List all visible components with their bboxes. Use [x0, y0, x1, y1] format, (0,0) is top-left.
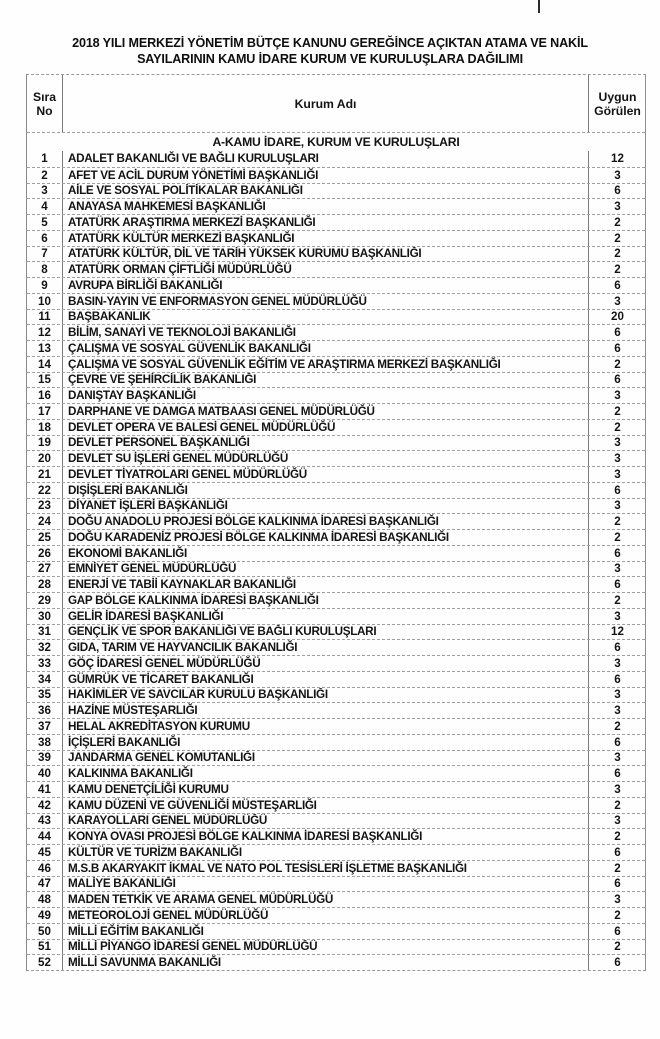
approved-count-cell: 6: [614, 578, 621, 592]
row-number-cell: 7: [27, 247, 63, 262]
approved-count-cell: 2: [614, 247, 621, 261]
approved-count-cell: 6: [614, 641, 621, 655]
approved-count-cell: 2: [614, 231, 621, 245]
institution-name-cell: ATATÜRK ORMAN ÇİFTLİĞİ MÜDÜRLÜĞÜ: [63, 262, 589, 277]
approved-count-cell: 6: [614, 373, 621, 387]
row-number-cell: 25: [27, 530, 63, 545]
row-number-cell: 8: [27, 262, 63, 277]
approved-count-cell: 12: [611, 625, 624, 639]
approved-count-cell: 3: [614, 688, 621, 702]
row-number-cell: 49: [27, 908, 63, 923]
table-row: [27, 592, 645, 608]
approved-count-cell: 2: [614, 593, 621, 607]
institution-name-cell: M.S.B AKARYAKIT İKMAL VE NATO POL TESİSLERİ İŞLETME BAŞKANLIĞI: [63, 861, 589, 876]
table-row: [27, 277, 645, 293]
row-number-cell: 37: [27, 719, 63, 734]
table-row: [27, 828, 645, 844]
row-number-cell: 34: [27, 672, 63, 687]
institution-name-cell: KAMU DENETÇİLİĞİ KURUMU: [63, 782, 589, 797]
institution-name-cell: ÇALIŞMA VE SOSYAL GÜVENLİK BAKANLIĞI: [63, 341, 589, 356]
table-row: [27, 261, 645, 277]
institution-name-cell: DEVLET TİYATROLARI GENEL MÜDÜRLÜĞÜ: [63, 467, 589, 482]
approved-count-cell: 6: [614, 341, 621, 355]
row-number-cell: 16: [27, 388, 63, 403]
institution-name-cell: MADEN TETKİK VE ARAMA GENEL MÜDÜRLÜĞÜ: [63, 892, 589, 907]
table-row: [27, 183, 645, 199]
row-number-cell: 43: [27, 814, 63, 829]
table-row: [27, 419, 645, 435]
table-row: [27, 230, 645, 246]
table-row: [27, 860, 645, 876]
approved-count-cell: 3: [614, 751, 621, 765]
table-row: [27, 702, 645, 718]
table-row: [27, 214, 645, 230]
row-number-cell: 24: [27, 514, 63, 529]
approved-count-cell: 2: [614, 357, 621, 371]
table-row: [27, 387, 645, 403]
approved-count-cell: 3: [614, 893, 621, 907]
table-row: [27, 561, 645, 577]
institution-name-cell: EKONOMİ BAKANLIĞI: [63, 546, 589, 561]
institution-name-cell: ENERJİ VE TABİİ KAYNAKLAR BAKANLIĞI: [63, 577, 589, 592]
institution-name-cell: DEVLET OPERA VE BALESİ GENEL MÜDÜRLÜĞÜ: [63, 420, 589, 435]
table-row: [27, 403, 645, 419]
institution-name-cell: KALKINMA BAKANLIĞI: [63, 766, 589, 781]
approved-count-cell: 6: [614, 184, 621, 198]
row-number-cell: 4: [27, 199, 63, 214]
institution-name-cell: GIDA, TARIM VE HAYVANCILIK BAKANLIĞI: [63, 640, 589, 655]
row-number-cell: 14: [27, 357, 63, 372]
approved-count-cell: 6: [614, 735, 621, 749]
table-row: [27, 671, 645, 687]
approved-count-cell: 12: [611, 152, 624, 166]
table-row: [27, 529, 645, 545]
table-row: [27, 954, 645, 970]
approved-count-cell: 3: [614, 609, 621, 623]
table-row: [27, 340, 645, 356]
institution-name-cell: BİLİM, SANAYİ VE TEKNOLOJİ BAKANLIĞI: [63, 325, 589, 340]
table-row: [27, 482, 645, 498]
institution-name-cell: DANIŞTAY BAŞKANLIĞI: [63, 388, 589, 403]
approved-count-cell: 6: [614, 326, 621, 340]
row-number-cell: 32: [27, 640, 63, 655]
institution-name-cell: AİLE VE SOSYAL POLİTİKALAR BAKANLIĞI: [63, 184, 589, 199]
institution-name-cell: DARPHANE VE DAMGA MATBAASI GENEL MÜDÜRLÜĞÜ: [63, 404, 589, 419]
table-row: [27, 844, 645, 860]
row-number-cell: 6: [27, 231, 63, 246]
institution-name-cell: DOĞU ANADOLU PROJESİ BÖLGE KALKINMA İDARESİ BAŞKANLIĞI: [63, 514, 589, 529]
institution-name-cell: DİYANET İŞLERİ BAŞKANLIĞI: [63, 499, 589, 514]
institution-name-cell: GENÇLİK VE SPOR BAKANLIĞI VE BAĞLI KURULUŞLARI: [63, 625, 589, 640]
table-body: [27, 151, 645, 970]
table-row: [27, 198, 645, 214]
institution-name-cell: GÜMRÜK VE TİCARET BAKANLIĞI: [63, 672, 589, 687]
approved-count-cell: 3: [614, 562, 621, 576]
row-number-cell: 5: [27, 215, 63, 230]
table-row: [27, 309, 645, 325]
approved-count-cell: 3: [614, 452, 621, 466]
approved-count-cell: 3: [614, 782, 621, 796]
institution-name-cell: ÇEVRE VE ŞEHİRCİLİK BAKANLIĞI: [63, 373, 589, 388]
institution-name-cell: HAKİMLER VE SAVCILAR KURULU BAŞKANLIĞI: [63, 688, 589, 703]
institution-name-cell: GÖÇ İDARESİ GENEL MÜDÜRLÜĞÜ: [63, 656, 589, 671]
row-number-cell: 50: [27, 924, 63, 939]
table-row: [27, 624, 645, 640]
table-row: [27, 813, 645, 829]
allocation-table: [26, 74, 646, 971]
approved-count-cell: 2: [614, 830, 621, 844]
institution-name-cell: HELAL AKREDİTASYON KURUMU: [63, 719, 589, 734]
table-row: [27, 608, 645, 624]
row-number-cell: 42: [27, 798, 63, 813]
approved-count-cell: 2: [614, 215, 621, 229]
row-number-cell: 9: [27, 278, 63, 293]
institution-name-cell: GAP BÖLGE KALKINMA İDARESİ BAŞKANLIĞI: [63, 593, 589, 608]
approved-count-cell: 6: [614, 278, 621, 292]
approved-count-cell: 2: [614, 420, 621, 434]
row-number-cell: 31: [27, 625, 63, 640]
table-header-row: [27, 75, 645, 132]
table-row: [27, 167, 645, 183]
approved-count-cell: 2: [614, 719, 621, 733]
approved-count-cell: 3: [614, 814, 621, 828]
institution-name-cell: AVRUPA BİRLİĞİ BAKANLIĞI: [63, 278, 589, 293]
document-title-line2: SAYILARININ KAMU İDARE KURUM VE KURULUŞLARA DAĞILIMI: [137, 51, 523, 66]
scan-artifact-line: [538, 0, 540, 13]
institution-name-cell: KAMU DÜZENİ VE GÜVENLİĞİ MÜSTEŞARLIĞI: [63, 798, 589, 813]
institution-name-cell: MİLLİ EĞİTİM BAKANLIĞI: [63, 924, 589, 939]
institution-name-cell: HAZİNE MÜSTEŞARLIĞI: [63, 703, 589, 718]
approved-count-cell: 3: [614, 389, 621, 403]
table-row: [27, 372, 645, 388]
approved-count-cell: 6: [614, 483, 621, 497]
row-number-cell: 1: [27, 151, 63, 167]
row-number-cell: 35: [27, 688, 63, 703]
row-number-cell: 47: [27, 877, 63, 892]
approved-count-cell: 2: [614, 404, 621, 418]
table-row: [27, 356, 645, 372]
table-row: [27, 891, 645, 907]
table-row: [27, 639, 645, 655]
table-row: [27, 781, 645, 797]
institution-name-cell: MİLLİ PİYANGO İDARESİ GENEL MÜDÜRLÜĞÜ: [63, 940, 589, 955]
institution-name-cell: KONYA OVASI PROJESİ BÖLGE KALKINMA İDARESİ BAŞKANLIĞI: [63, 829, 589, 844]
row-number-cell: 19: [27, 436, 63, 451]
row-number-cell: 17: [27, 404, 63, 419]
table-row: [27, 498, 645, 514]
approved-count-cell: 2: [614, 263, 621, 277]
table-row: [27, 687, 645, 703]
row-number-cell: 40: [27, 766, 63, 781]
table-row: [27, 876, 645, 892]
table-row: [27, 939, 645, 955]
row-number-cell: 15: [27, 373, 63, 388]
approved-count-cell: 3: [614, 499, 621, 513]
approved-count-cell: 6: [614, 546, 621, 560]
row-number-cell: 46: [27, 861, 63, 876]
table-row: [27, 923, 645, 939]
institution-name-cell: BAŞBAKANLIK: [63, 310, 589, 325]
table-row: [27, 435, 645, 451]
section-header-row: A-KAMU İDARE, KURUM VE KURULUŞLARI: [27, 132, 645, 151]
table-row: [27, 907, 645, 923]
table-row: [27, 655, 645, 671]
institution-name-cell: DEVLET SU İŞLERİ GENEL MÜDÜRLÜĞÜ: [63, 451, 589, 466]
institution-name-cell: BASIN-YAYIN VE ENFORMASYON GENEL MÜDÜRLÜĞÜ: [63, 294, 589, 309]
row-number-cell: 10: [27, 294, 63, 309]
table-row: [27, 293, 645, 309]
row-number-cell: 39: [27, 751, 63, 766]
row-number-cell: 3: [27, 184, 63, 199]
approved-count-cell: 3: [614, 294, 621, 308]
row-number-cell: 33: [27, 656, 63, 671]
table-row: [27, 466, 645, 482]
table-row: [27, 545, 645, 561]
approved-count-cell: 2: [614, 798, 621, 812]
approved-count-cell: 6: [614, 672, 621, 686]
row-number-cell: 45: [27, 845, 63, 860]
row-number-cell: 48: [27, 892, 63, 907]
institution-name-cell: KÜLTÜR VE TURİZM BAKANLIĞI: [63, 845, 589, 860]
institution-name-cell: KARAYOLLARI GENEL MÜDÜRLÜĞÜ: [63, 814, 589, 829]
institution-name-cell: ÇALIŞMA VE SOSYAL GÜVENLİK EĞİTİM VE ARAŞTIRMA MERKEZİ BAŞKANLIĞI: [63, 357, 589, 372]
col-header-kurum-adi: Kurum Adı: [63, 75, 589, 132]
approved-count-cell: 2: [614, 861, 621, 875]
row-number-cell: 29: [27, 593, 63, 608]
institution-name-cell: GELİR İDARESİ BAŞKANLIĞI: [63, 609, 589, 624]
row-number-cell: 12: [27, 325, 63, 340]
institution-name-cell: DIŞİŞLERİ BAKANLIĞI: [63, 483, 589, 498]
approved-count-cell: 2: [614, 530, 621, 544]
table-row: [27, 324, 645, 340]
row-number-cell: 52: [27, 955, 63, 970]
institution-name-cell: AFET VE ACİL DURUM YÖNETİMİ BAŞKANLIĞI: [63, 168, 589, 183]
table-row: [27, 750, 645, 766]
table-row: [27, 513, 645, 529]
row-number-cell: 38: [27, 735, 63, 750]
row-number-cell: 11: [27, 310, 63, 325]
row-number-cell: 36: [27, 703, 63, 718]
row-number-cell: 13: [27, 341, 63, 356]
table-row: [27, 765, 645, 781]
row-number-cell: 51: [27, 940, 63, 955]
table-row: [27, 797, 645, 813]
institution-name-cell: JANDARMA GENEL KOMUTANLIĞI: [63, 751, 589, 766]
row-number-cell: 44: [27, 829, 63, 844]
row-number-cell: 22: [27, 483, 63, 498]
institution-name-cell: METEOROLOJİ GENEL MÜDÜRLÜĞÜ: [63, 908, 589, 923]
institution-name-cell: MİLLİ SAVUNMA BAKANLIĞI: [63, 955, 589, 970]
institution-name-cell: ATATÜRK KÜLTÜR, DİL VE TARİH YÜKSEK KURUMU BAŞKANLIĞI: [63, 247, 589, 262]
approved-count-cell: 3: [614, 200, 621, 214]
table-row: [27, 246, 645, 262]
institution-name-cell: ADALET BAKANLIĞI VE BAĞLI KURULUŞLARI: [63, 151, 589, 167]
table-row: [27, 718, 645, 734]
approved-count-cell: 6: [614, 924, 621, 938]
row-number-cell: 28: [27, 577, 63, 592]
row-number-cell: 26: [27, 546, 63, 561]
approved-count-cell: 2: [614, 515, 621, 529]
row-number-cell: 41: [27, 782, 63, 797]
approved-count-cell: 6: [614, 956, 621, 970]
row-number-cell: 23: [27, 499, 63, 514]
approved-count-cell: 6: [614, 877, 621, 891]
approved-count-cell: 2: [614, 908, 621, 922]
document-title: [30, 36, 630, 67]
row-number-cell: 21: [27, 467, 63, 482]
table-row: [27, 734, 645, 750]
col-header-sira-no: Sıra No: [27, 75, 63, 132]
approved-count-cell: 6: [614, 767, 621, 781]
institution-name-cell: ANAYASA MAHKEMESİ BAŞKANLIĞI: [63, 199, 589, 214]
institution-name-cell: EMNİYET GENEL MÜDÜRLÜĞÜ: [63, 562, 589, 577]
institution-name-cell: ATATÜRK KÜLTÜR MERKEZİ BAŞKANLIĞI: [63, 231, 589, 246]
institution-name-cell: DOĞU KARADENİZ PROJESİ BÖLGE KALKINMA İDARESİ BAŞKANLIĞI: [63, 530, 589, 545]
approved-count-cell: 3: [614, 436, 621, 450]
institution-name-cell: İÇİŞLERİ BAKANLIĞI: [63, 735, 589, 750]
approved-count-cell: 3: [614, 704, 621, 718]
institution-name-cell: DEVLET PERSONEL BAŞKANLIĞI: [63, 436, 589, 451]
row-number-cell: 27: [27, 562, 63, 577]
institution-name-cell: MALİYE BAKANLIĞI: [63, 877, 589, 892]
approved-count-cell: 3: [614, 656, 621, 670]
table-row: [27, 450, 645, 466]
approved-count-cell: 3: [614, 467, 621, 481]
row-number-cell: 30: [27, 609, 63, 624]
row-number-cell: 18: [27, 420, 63, 435]
document-title-line1: 2018 YILI MERKEZİ YÖNETİM BÜTÇE KANUNU GEREĞİNCE AÇIKTAN ATAMA VE NAKİL: [72, 36, 588, 50]
col-header-uygun-gorulen: Uygun Görülen: [594, 89, 641, 118]
row-number-cell: 20: [27, 451, 63, 466]
table-row: [27, 576, 645, 592]
approved-count-cell: 6: [614, 845, 621, 859]
approved-count-cell: 2: [614, 940, 621, 954]
institution-name-cell: ATATÜRK ARAŞTIRMA MERKEZİ BAŞKANLIĞI: [63, 215, 589, 230]
row-number-cell: 2: [27, 168, 63, 183]
table-row: [27, 151, 645, 167]
approved-count-cell: 20: [611, 310, 624, 324]
approved-count-cell: 3: [614, 168, 621, 182]
